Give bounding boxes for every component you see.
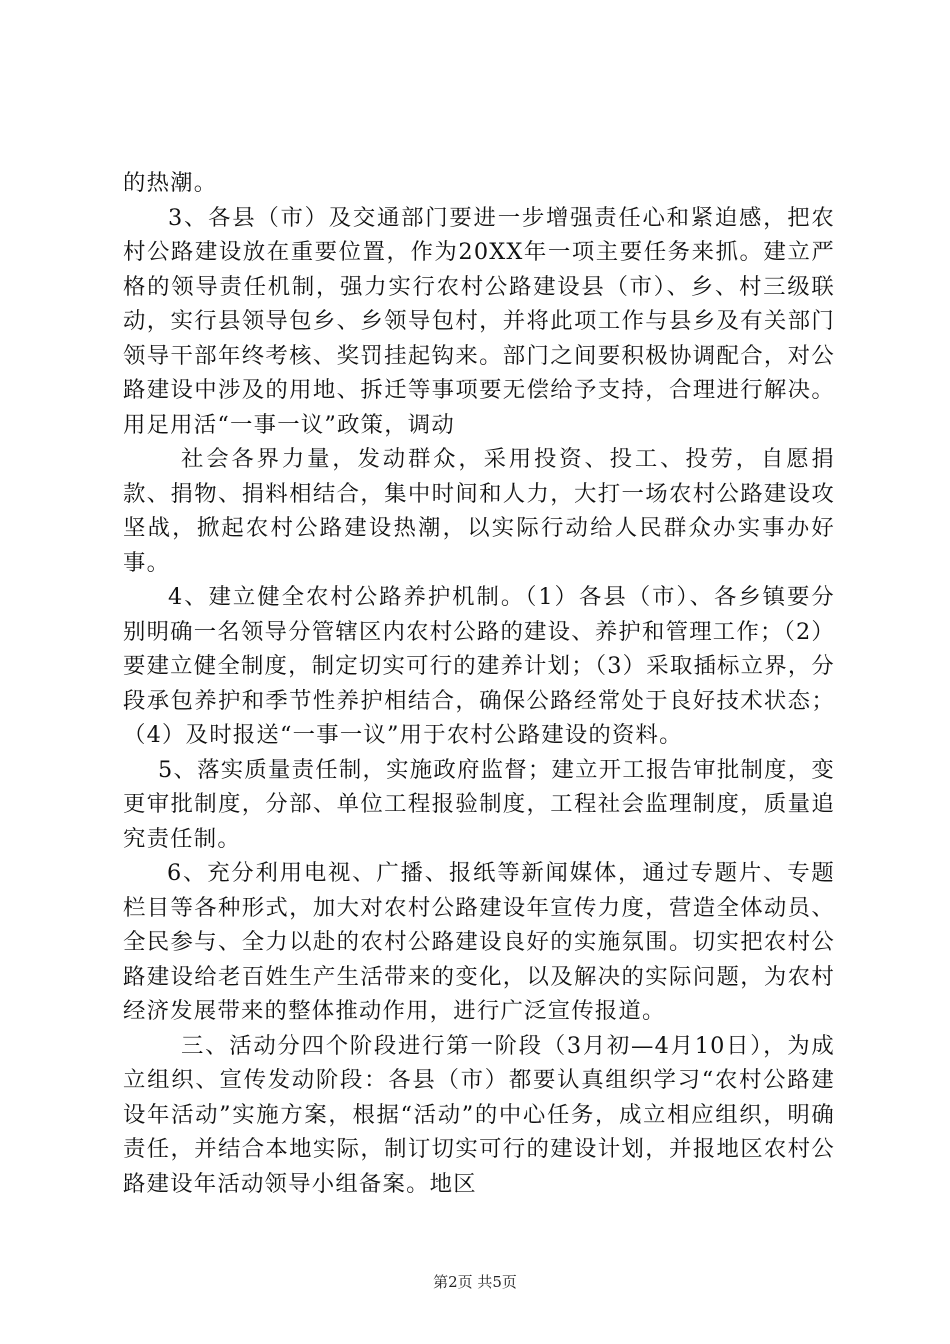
paragraph-item-3: 3、各县（市）及交通部门要进一步增强责任心和紧迫感，把农村公路建设放在重要位置，作为20XX年一项主要任务来抓。建立严格的领导责任机制，强力实行农村公路建设县（市）、乡、村三级联动，实行县领导包乡、乡领导包村，并将此项工作与县乡及有关部门领导干部年终考核、奖罚挂起钩来。部门之间要积极协调配合，对公路建设中涉及的用地、拆迁等事项要无偿给予支持，合理进行解决。用足用活“一事一议”政策，调动 bbox=[123, 204, 835, 438]
paragraph-item-5: 5、落实质量责任制，实施政府监督；建立开工报告审批制度，变更审批制度，分部、单位工程报验制度，工程社会监理制度，质量追究责任制。 bbox=[123, 756, 835, 852]
paragraph-item-4: 4、建立健全农村公路养护机制。（1）各县（市）、各乡镇要分别明确一名领导分管辖区内农村公路的建设、养护和管理工作；（2）要建立健全制度，制定切实可行的建养计划；（3）采取插标立界，分段承包养护和季节性养护相结合，确保公路经常处于良好技术状态；（4）及时报送“一事一议”用于农村公路建设的资料。 bbox=[123, 584, 835, 748]
page-footer: 第2页 共5页 bbox=[433, 1273, 517, 1291]
paragraph-section-3: 三、活动分四个阶段进行第一阶段（3月初—4月10日），为成立组织、宣传发动阶段：各县（市）都要认真组织学习“农村公路建设年活动”实施方案，根据“活动”的中心任务，成立相应组织，明确责任，并结合本地实际，制订切实可行的建设计划，并报地区农村公路建设年活动领导小组备案。地区 bbox=[123, 1032, 835, 1197]
document-body bbox=[123, 166, 835, 1201]
paragraph-item-3-continued: 社会各界力量，发动群众，采用投资、投工、投劳，自愿捐款、捐物、捐料相结合，集中时间和人力，大打一场农村公路建设攻坚战，掀起农村公路建设热潮，以实际行动给人民群众办实事办好事。 bbox=[123, 446, 835, 576]
paragraph-item-6: 6、充分利用电视、广播、报纸等新闻媒体，通过专题片、专题栏目等各种形式，加大对农村公路建设年宣传力度，营造全体动员、全民参与、全力以赴的农村公路建设良好的实施氛围。切实把农村公路建设给老百姓生产生活带来的变化，以及解决的实际问题，为农村经济发展带来的整体推动作用，进行广泛宣传报道。 bbox=[123, 860, 835, 1024]
paragraph-continuation: 的热潮。 bbox=[123, 170, 218, 196]
